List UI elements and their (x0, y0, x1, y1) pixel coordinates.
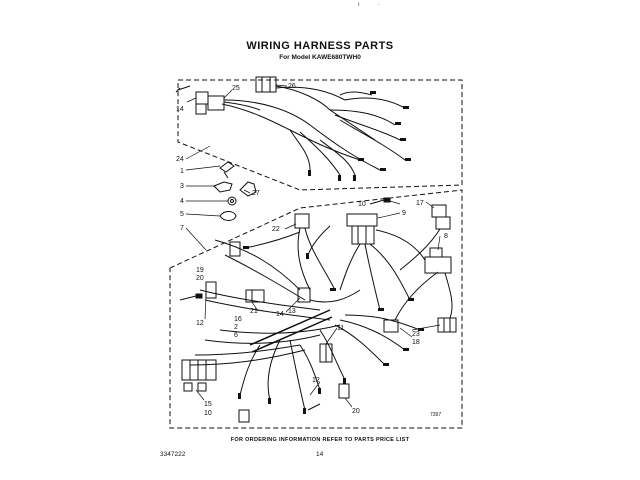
callout-label: 27 (252, 190, 260, 197)
connector-19-20 (206, 242, 240, 298)
callout-label: 24 (176, 156, 184, 163)
callout-label: 14 (276, 311, 284, 318)
connector-11 (320, 344, 332, 362)
callout-label: 8 (444, 233, 448, 240)
callout-label: 21 (250, 308, 258, 315)
callout-label: 15 (204, 401, 212, 408)
callout-label: 4 (180, 198, 184, 205)
callout-label: 10 (358, 201, 366, 208)
model-subtitle: For Model KAWE680TWH0 (279, 54, 361, 61)
callout-label: 5 (180, 211, 184, 218)
callout-label: 18 (412, 339, 420, 346)
callout-label: 2 (234, 324, 238, 331)
main-harness-wires (190, 226, 452, 410)
callout-label: 14 (176, 106, 184, 113)
page-number: 14 (316, 451, 324, 458)
callout-label: 9 (402, 210, 406, 217)
callout-label: 20 (196, 275, 204, 282)
part-number: 3347222 (160, 451, 186, 458)
callout-label: 7 (180, 225, 184, 232)
connector-8 (425, 248, 451, 273)
callout-label: 17 (416, 200, 424, 207)
callout-label: 1 (180, 168, 184, 175)
callout-label: 16 (234, 316, 242, 323)
callout-label: 22 (272, 226, 280, 233)
connector-20-lower (239, 384, 349, 422)
callout-label: 6 (234, 332, 238, 339)
upper-connector-26 (256, 77, 276, 92)
callout-label: 12 (312, 377, 320, 384)
scan-speck: ı (358, 2, 360, 8)
connector-17 (432, 205, 450, 229)
connector-9 (347, 214, 377, 244)
callout-labels-upper (176, 83, 296, 232)
callout-label: 11 (337, 325, 345, 332)
callout-label: 19 (196, 267, 204, 274)
callout-labels-main (196, 226, 360, 417)
callout-label: 26 (288, 83, 296, 90)
screw-10-right (370, 198, 390, 204)
connector-22 (295, 214, 309, 228)
callout-label: 20 (352, 408, 360, 415)
callout-label: 10 (204, 410, 212, 417)
callout-label: 25 (232, 85, 240, 92)
loose-part-clip-3 (214, 182, 232, 192)
loose-part-grommet-4 (228, 197, 236, 205)
scan-speck: · (378, 2, 380, 8)
callout-label: 12 (196, 320, 204, 327)
upper-connector-25 (196, 92, 224, 114)
callout-label: 13 (288, 308, 296, 315)
upper-harness-wires (222, 86, 405, 175)
loose-part-clip-5 (220, 212, 236, 221)
diagram-code: 7397 (430, 412, 442, 418)
loose-part-clip-1 (220, 162, 234, 178)
main-wire-terminals (238, 246, 424, 414)
callout-label: 3 (180, 183, 184, 190)
callout-label: 23 (412, 331, 420, 338)
ordering-note: FOR ORDERING INFORMATION REFER TO PARTS PRICE LIST (230, 437, 410, 443)
page-title: WIRING HARNESS PARTS (246, 40, 394, 52)
